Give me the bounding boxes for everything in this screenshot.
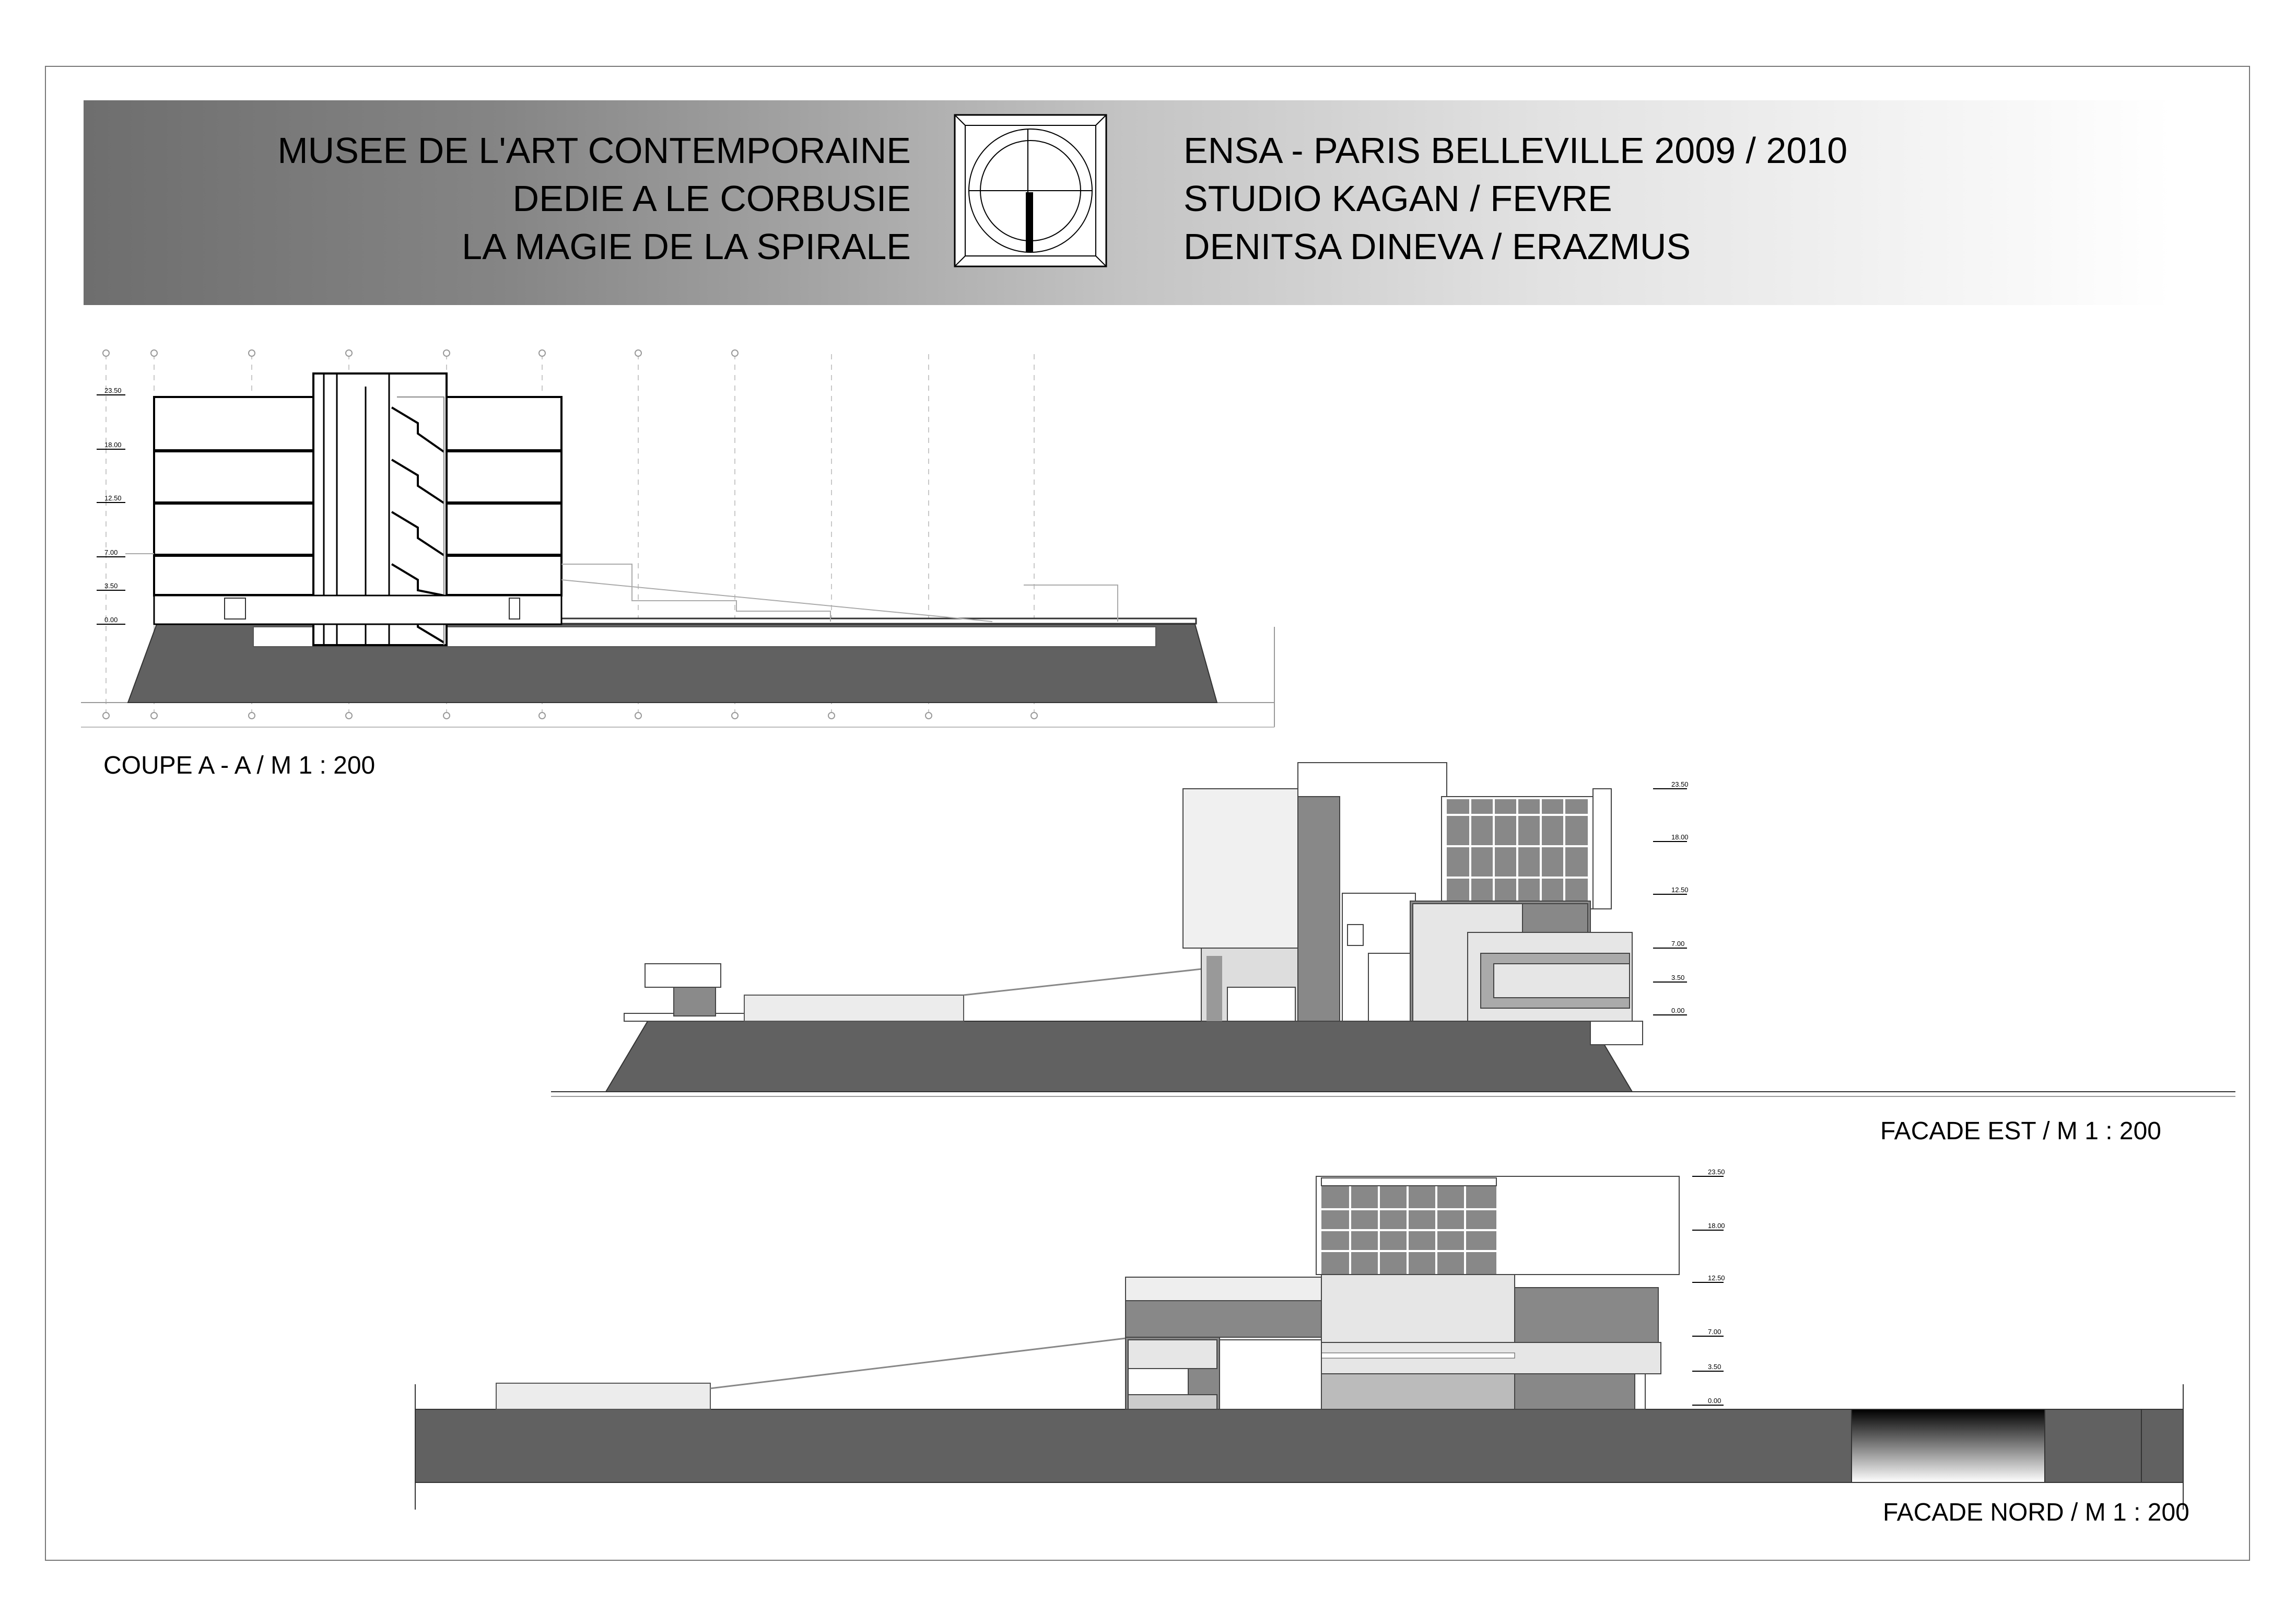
east-level-7-00: 7.00 — [1671, 940, 1685, 948]
east-level-marks — [1653, 780, 1689, 1015]
north-facade-drawing — [415, 1176, 2183, 1510]
north-level-0-00: 0.00 — [1708, 1397, 1721, 1405]
section-caption: COUPE A - A / M 1 : 200 — [103, 752, 376, 779]
north-level-7-00: 7.00 — [1708, 1328, 1721, 1336]
east-level-23-50: 23.50 — [1671, 780, 1689, 788]
project-title-line-2: DEDIE A LE CORBUSIE — [512, 178, 911, 219]
north-facade-caption: FACADE NORD / M 1 : 200 — [1883, 1499, 2189, 1526]
east-facade-drawing — [551, 763, 2235, 1096]
east-level-18-00: 18.00 — [1671, 833, 1689, 841]
east-level-3-50: 3.50 — [1671, 974, 1685, 982]
section-level-7-00: 7.00 — [104, 548, 118, 556]
project-title-line-3: LA MAGIE DE LA SPIRALE — [462, 226, 911, 267]
east-facade-caption: FACADE EST / M 1 : 200 — [1880, 1117, 2161, 1145]
north-level-12-50: 12.50 — [1708, 1274, 1725, 1282]
north-level-23-50: 23.50 — [1708, 1168, 1725, 1176]
section-level-12-50: 12.50 — [104, 494, 122, 502]
north-level-18-00: 18.00 — [1708, 1222, 1725, 1230]
north-level-marks — [1692, 1168, 1725, 1405]
north-level-3-50: 3.50 — [1708, 1363, 1721, 1371]
section-level-3-50: 3.50 — [104, 582, 118, 590]
school-info-line-2: STUDIO KAGAN / FEVRE — [1184, 178, 1612, 219]
school-info-line-1: ENSA - PARIS BELLEVILLE 2009 / 2010 — [1184, 130, 1848, 171]
project-title-line-1: MUSEE DE L'ART CONTEMPORAINE — [277, 130, 911, 171]
section-level-0-00: 0.00 — [104, 616, 118, 624]
section-drawing — [81, 350, 1274, 727]
section-level-18-00: 18.00 — [104, 441, 122, 449]
school-info-line-3: DENITSA DINEVA / ERAZMUS — [1184, 226, 1691, 267]
section-level-23-50: 23.50 — [104, 387, 122, 394]
section-level-marks — [97, 387, 125, 624]
east-level-12-50: 12.50 — [1671, 886, 1689, 894]
east-level-0-00: 0.00 — [1671, 1007, 1685, 1014]
